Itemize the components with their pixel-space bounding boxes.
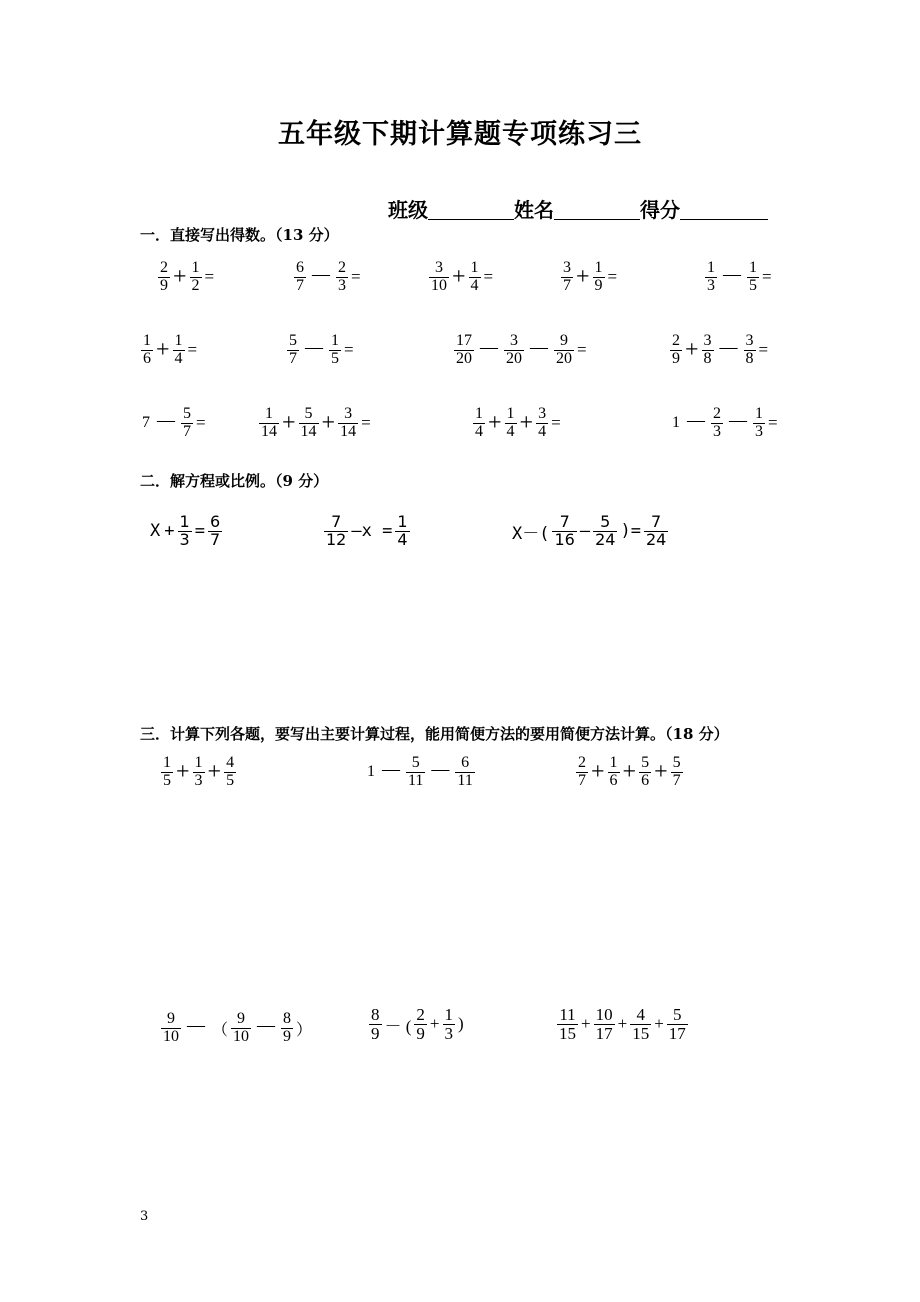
expression-text: 1	[672, 414, 680, 432]
numerator: 3	[510, 332, 518, 349]
numerator: 7	[331, 512, 342, 531]
denominator: 11	[408, 771, 424, 789]
fraction	[576, 755, 588, 790]
operator: －	[527, 337, 551, 364]
denominator: 3	[755, 422, 763, 440]
numerator: 5	[304, 405, 313, 422]
fraction	[594, 1006, 615, 1043]
s1-problem	[293, 260, 363, 295]
operator: －	[302, 337, 326, 364]
expression-text: +	[654, 1014, 664, 1034]
operator: +	[207, 759, 222, 786]
fraction	[469, 260, 481, 295]
numerator: 3	[344, 405, 353, 422]
fraction	[395, 514, 409, 549]
fraction	[190, 260, 202, 295]
denominator: 6	[609, 771, 618, 789]
numerator: 5	[600, 512, 611, 531]
fraction	[281, 1011, 293, 1046]
denominator: 4	[506, 422, 515, 440]
numerator: 2	[713, 405, 721, 422]
s1-problem	[140, 333, 199, 368]
expression-text: 1	[367, 763, 375, 781]
fraction	[299, 406, 319, 441]
s2-equation	[510, 514, 669, 549]
s1-problem	[286, 333, 356, 368]
numerator: 10	[595, 1005, 613, 1024]
expression-text: )	[458, 1014, 464, 1034]
denominator: 14	[261, 422, 277, 440]
operator: +	[176, 759, 190, 786]
fraction	[454, 333, 474, 368]
denominator: 7	[209, 529, 221, 549]
operator: +	[622, 759, 637, 786]
s3-problem	[160, 755, 237, 790]
s1-problem	[472, 406, 563, 441]
denominator: 4	[475, 422, 483, 440]
expression-text: )=	[620, 521, 641, 542]
denominator: 20	[506, 349, 522, 367]
fraction	[670, 333, 682, 368]
numerator: 5	[672, 754, 681, 771]
numerator: 1	[609, 754, 618, 771]
fraction	[193, 755, 205, 790]
numerator: 2	[338, 259, 346, 276]
s1-problem	[560, 260, 619, 295]
denominator: 9	[283, 1027, 292, 1045]
operator: +	[519, 410, 534, 437]
numerator: 17	[456, 332, 472, 349]
denominator: 14	[300, 422, 317, 440]
numerator: 1	[707, 259, 715, 276]
numerator: 1	[470, 259, 479, 276]
page-title: 五年级下期计算题专项练习三	[278, 119, 642, 150]
denominator: 7	[183, 422, 191, 440]
denominator: 9	[371, 1023, 380, 1043]
fraction	[336, 260, 348, 295]
numerator: 6	[209, 512, 221, 531]
expression-text: +	[617, 1014, 628, 1034]
operator: －	[184, 1015, 208, 1042]
fraction	[593, 260, 605, 295]
numerator: 1	[755, 405, 763, 422]
operator: －	[428, 759, 453, 786]
section-1-heading: 一．直接写出得数。（13 分）	[140, 226, 339, 244]
fraction	[644, 514, 668, 549]
fraction	[473, 406, 485, 441]
s3-problem	[160, 1011, 314, 1046]
fraction	[557, 1006, 578, 1043]
denominator: 3	[194, 771, 203, 789]
fraction	[711, 406, 723, 441]
fraction	[161, 1011, 181, 1046]
s1-problem	[670, 406, 780, 441]
fraction	[406, 755, 425, 790]
s3-problem	[556, 1006, 689, 1043]
numerator: 1	[506, 405, 515, 422]
denominator: 7	[289, 349, 297, 367]
denominator: 12	[326, 529, 347, 549]
equals-sign: =	[351, 267, 361, 287]
numerator: 8	[283, 1010, 292, 1027]
section-3-heading: 三．计算下列各题，要写出主要计算过程，能用简便方法的要用简便方法计算。（18 分）	[140, 725, 729, 743]
s1-problem	[258, 406, 373, 441]
fraction	[504, 333, 524, 368]
denominator: 4	[538, 422, 547, 440]
operator: +	[164, 521, 175, 542]
equals-sign: =	[551, 413, 561, 433]
numerator: 5	[673, 1005, 682, 1024]
denominator: 6	[641, 771, 650, 789]
expression-text: － (	[384, 1016, 412, 1036]
denominator: 3	[444, 1023, 454, 1043]
s1-problem	[428, 260, 495, 295]
operator: －	[254, 1015, 279, 1042]
denominator: 24	[595, 529, 616, 549]
operator: +	[156, 337, 170, 364]
fraction	[173, 333, 185, 368]
denominator: 11	[457, 771, 473, 789]
s2-equation	[323, 514, 411, 549]
fraction	[324, 514, 348, 549]
operator: +	[452, 264, 466, 291]
numerator: 1	[194, 754, 203, 771]
expression-text: （	[212, 1021, 229, 1039]
denominator: 3	[713, 422, 721, 440]
operator: －	[716, 337, 741, 364]
fraction	[429, 260, 449, 295]
operator: +	[576, 264, 590, 291]
fraction	[593, 514, 617, 549]
fraction	[161, 755, 173, 790]
denominator: 15	[632, 1023, 650, 1043]
denominator: 7	[563, 276, 571, 294]
denominator: 17	[668, 1023, 686, 1043]
section-2-heading: 二．解方程或比例。（9 分）	[140, 472, 329, 490]
numerator: 1	[331, 332, 339, 349]
denominator: 5	[749, 276, 757, 294]
fraction	[231, 1011, 251, 1046]
fraction	[630, 1006, 651, 1043]
fraction	[369, 1006, 382, 1043]
operator: +	[282, 410, 296, 437]
numerator: 5	[641, 754, 650, 771]
denominator: 6	[143, 349, 151, 367]
denominator: 10	[431, 276, 447, 294]
equals-sign: =	[204, 267, 215, 287]
fraction	[554, 333, 574, 368]
equals-sign: =	[607, 267, 618, 287]
numerator: 6	[461, 754, 470, 771]
numerator: 5	[289, 332, 297, 349]
numerator: 1	[191, 259, 200, 276]
fraction	[671, 755, 683, 790]
equals-sign: =	[361, 413, 371, 433]
fraction	[338, 406, 358, 441]
expression-text: —	[579, 521, 591, 542]
operator: +	[654, 759, 668, 786]
page-number: 3	[140, 1209, 149, 1224]
expression-text: +	[581, 1014, 591, 1034]
denominator: 5	[163, 771, 171, 789]
numerator: 2	[160, 259, 168, 276]
score-label: 得分	[640, 198, 680, 222]
operator: －	[154, 410, 178, 437]
fraction	[443, 1006, 456, 1043]
numerator: 6	[296, 259, 304, 276]
expression-text: +	[429, 1014, 440, 1034]
fraction	[753, 406, 765, 441]
s3-problem	[575, 755, 684, 790]
numerator: 1	[397, 512, 408, 531]
operator: +	[591, 759, 605, 786]
numerator: 3	[538, 405, 547, 422]
denominator: 20	[456, 349, 472, 367]
fraction	[414, 1006, 427, 1043]
class-blank[interactable]	[428, 199, 514, 220]
equals-sign: =	[762, 267, 772, 287]
denominator: 4	[174, 349, 183, 367]
numerator: 2	[672, 332, 680, 349]
denominator: 8	[745, 349, 754, 367]
fraction	[705, 260, 717, 295]
denominator: 7	[296, 276, 304, 294]
denominator: 9	[160, 276, 168, 294]
equals-sign: =	[196, 413, 206, 433]
numerator: 2	[416, 1005, 425, 1024]
numerator: 1	[475, 405, 483, 422]
operator: －	[720, 264, 744, 291]
numerator: 3	[745, 332, 754, 349]
fraction	[744, 333, 756, 368]
numerator: 5	[411, 754, 420, 771]
operator: +	[488, 410, 502, 437]
numerator: 7	[651, 512, 662, 531]
expression-text: ）	[296, 1021, 313, 1039]
numerator: 1	[444, 1005, 454, 1024]
denominator: 17	[595, 1023, 613, 1043]
numerator: 1	[749, 259, 757, 276]
operator: －	[309, 264, 333, 291]
fraction	[294, 260, 306, 295]
fraction	[455, 755, 474, 790]
numerator: 5	[183, 405, 191, 422]
numerator: 7	[559, 512, 570, 531]
denominator: 8	[703, 349, 712, 367]
denominator: 16	[554, 529, 575, 549]
fraction	[141, 333, 153, 368]
numerator: 4	[226, 754, 235, 771]
numerator: 2	[578, 754, 586, 771]
equals-sign: =	[577, 340, 587, 360]
operator: －	[726, 410, 750, 437]
denominator: 24	[645, 529, 667, 549]
expression-text: —x =	[351, 521, 393, 542]
operator: +	[321, 410, 336, 437]
fraction	[178, 514, 192, 549]
s1-problem	[704, 260, 774, 295]
fraction	[259, 406, 279, 441]
equals-sign: =	[344, 340, 354, 360]
equals-sign: =	[768, 413, 778, 433]
denominator: 10	[163, 1027, 179, 1045]
fraction	[639, 755, 651, 790]
numerator: 3	[703, 332, 712, 349]
denominator: 14	[340, 422, 357, 440]
operator: +	[685, 337, 699, 364]
fraction	[224, 755, 236, 790]
numerator: 1	[163, 754, 171, 771]
denominator: 7	[672, 771, 681, 789]
denominator: 4	[470, 276, 479, 294]
expression-text: X	[150, 521, 161, 542]
fraction	[667, 1006, 688, 1043]
denominator: 3	[338, 276, 346, 294]
operator: +	[173, 264, 187, 291]
name-label: 姓名	[514, 198, 554, 222]
fraction	[208, 514, 222, 549]
expression-text: X－(	[512, 523, 550, 544]
denominator: 4	[397, 529, 408, 549]
numerator: 1	[143, 332, 151, 349]
equals-sign: =	[758, 340, 769, 360]
student-info-header	[388, 194, 768, 223]
fraction	[608, 755, 620, 790]
fraction	[329, 333, 341, 368]
denominator: 5	[331, 349, 339, 367]
numerator: 3	[563, 259, 571, 276]
s3-problem	[368, 1006, 466, 1043]
class-label: 班级	[388, 198, 428, 222]
fraction	[158, 260, 170, 295]
fraction	[747, 260, 759, 295]
denominator: 9	[594, 276, 603, 294]
equals-sign: =	[187, 340, 198, 360]
denominator: 7	[578, 771, 586, 789]
fraction	[552, 514, 576, 549]
s2-equation	[148, 514, 223, 549]
name-blank[interactable]	[554, 199, 640, 220]
expression-text: 7	[142, 414, 150, 432]
s3-problem	[365, 755, 476, 790]
fraction	[561, 260, 573, 295]
denominator: 3	[707, 276, 715, 294]
denominator: 20	[556, 349, 572, 367]
equals-sign: =	[194, 521, 205, 542]
operator: －	[379, 759, 403, 786]
fraction	[702, 333, 714, 368]
numerator: 1	[594, 259, 603, 276]
denominator: 3	[179, 529, 190, 549]
operator: －	[477, 337, 501, 364]
numerator: 11	[559, 1005, 576, 1024]
s1-problem	[669, 333, 770, 368]
denominator: 10	[233, 1027, 250, 1045]
denominator: 2	[191, 276, 200, 294]
numerator: 9	[560, 332, 568, 349]
numerator: 3	[435, 259, 443, 276]
denominator: 15	[559, 1023, 576, 1043]
denominator: 5	[226, 771, 235, 789]
numerator: 9	[167, 1010, 175, 1027]
score-blank[interactable]	[680, 199, 768, 220]
fraction	[505, 406, 517, 441]
numerator: 8	[371, 1005, 380, 1024]
s1-problem	[157, 260, 216, 295]
numerator: 1	[179, 512, 190, 531]
operator: －	[684, 410, 708, 437]
s1-problem	[453, 333, 589, 368]
numerator: 1	[174, 332, 183, 349]
fraction	[536, 406, 548, 441]
denominator: 9	[416, 1023, 425, 1043]
numerator: 9	[237, 1010, 246, 1027]
numerator: 1	[265, 405, 273, 422]
s1-problem	[140, 406, 208, 441]
fraction	[287, 333, 299, 368]
numerator: 4	[636, 1005, 645, 1024]
equals-sign: =	[483, 267, 494, 287]
fraction	[181, 406, 193, 441]
denominator: 9	[672, 349, 680, 367]
